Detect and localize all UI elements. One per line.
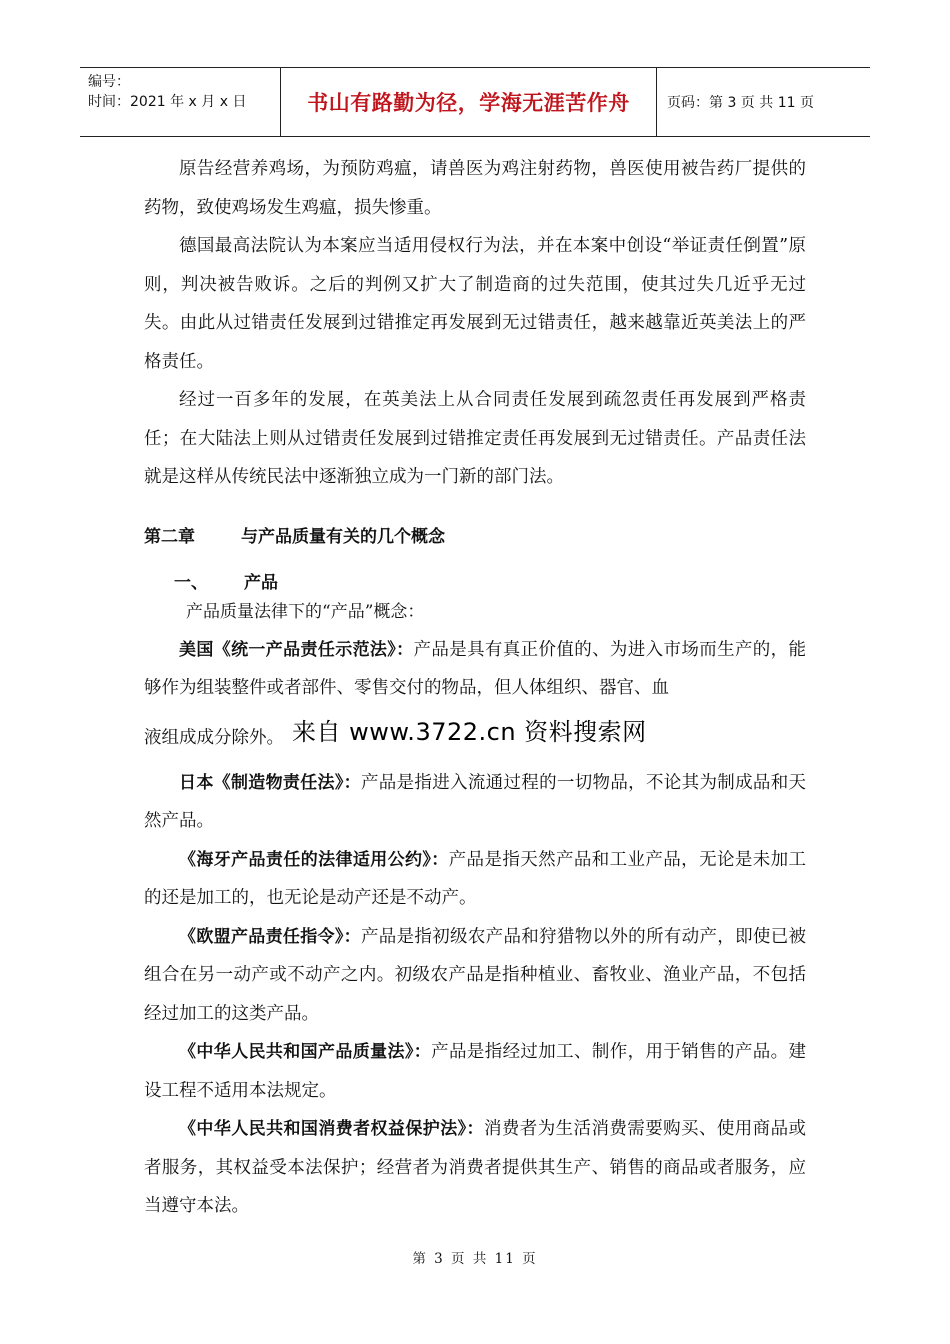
law-name: 日本《制造物责任法》：: [179, 772, 361, 793]
law-name: 《中华人民共和国产品质量法》：: [179, 1042, 432, 1062]
page-header: [80, 67, 870, 137]
definition-text: 液组成成分除外。: [144, 727, 284, 748]
definition-us-continued: [144, 712, 806, 764]
law-name: 美国《统一产品责任示范法》：: [179, 639, 414, 660]
definition-text: 产品是具有真正价值的、为进入市场而生产的，能够作为组装整件或者部件、零售交付的物品，但人体组织、器官、血: [144, 639, 806, 698]
definition-hague: [144, 841, 806, 918]
definition-text: 产品是指进入流通过程的一切物品，不论其为制成品和天然产品。: [144, 772, 807, 831]
time-label: 时间：2021 年 x 月 x 日: [88, 94, 247, 110]
definition-us: [144, 631, 806, 708]
definition-jp: [144, 764, 806, 841]
header-page-info: 页码：第 3 页 共 11 页: [667, 95, 814, 111]
paragraph: 原告经营养鸡场，为预防鸡瘟，请兽医为鸡注射药物，兽医使用被告药厂提供的药物，致使鸡场发生鸡瘟，损失惨重。: [144, 159, 806, 218]
intro-text: 产品质量法律下的“产品”概念：: [186, 601, 425, 622]
definition-eu: [144, 918, 806, 1034]
header-meta: [80, 68, 281, 136]
definition-text: 产品是指天然产品和工业产品，无论是未加工的还是加工的，也无论是动产还是不动产。: [144, 849, 806, 908]
law-name: 《欧盟产品责任指令》：: [179, 926, 361, 947]
law-name: 《海牙产品责任的法律适用公约》：: [179, 849, 449, 870]
chapter-heading: [144, 517, 806, 557]
document-body: [144, 150, 806, 1226]
paragraph: 德国最高法院认为本案应当适用侵权行为法，并在本案中创设“举证责任倒置”原则，判决被告败诉。之后的判例又扩大了制造商的过失范围，使其过失几近乎无过失。由此从过错责任发展到过错推定再发展到无过错责任，越来越靠近英美法上的严格责任。: [144, 236, 806, 372]
number-label: 编号：: [88, 74, 130, 90]
section-number: 一、: [174, 572, 208, 593]
definition-text: 消费者为生活消费需要购买、使用商品或者服务，其权益受本法保护；经营者为消费者提供其生产、销售的商品或者服务，应当遵守本法。: [144, 1119, 807, 1216]
chapter-number: 第二章: [144, 526, 195, 547]
law-name: 《中华人民共和国消费者权益保护法》：: [179, 1119, 484, 1139]
section-title: 产品: [244, 572, 278, 593]
header-motto: 书山有路勤为径，学海无涯苦作舟: [281, 68, 657, 136]
paragraph: 经过一百多年的发展，在英美法上从合同责任发展到疏忽责任再发展到严格责任；在大陆法上则从过错责任发展到过错推定责任再发展到无过错责任。产品责任法就是这样从传统民法中逐渐独立成为一门新的部门法。: [144, 390, 806, 487]
definition-text: 产品是指经过加工、制作，用于销售的产品。建设工程不适用本法规定。: [144, 1042, 807, 1101]
page-footer: 第 3 页 共 11 页: [412, 1251, 538, 1267]
watermark-text: 来自 www.3722.cn 资料搜索网: [292, 718, 647, 746]
chapter-title: 与产品质量有关的几个概念: [241, 526, 445, 547]
section-heading: [144, 567, 806, 599]
definition-cn-quality: [144, 1033, 806, 1110]
definition-text: 产品是指初级农产品和狩猎物以外的所有动产，即使已被组合在另一动产或不动产之内。初级农产品是指种植业、畜牧业、渔业产品，不包括经过加工的这类产品。: [144, 926, 807, 1024]
definition-cn-consumer: [144, 1110, 806, 1226]
